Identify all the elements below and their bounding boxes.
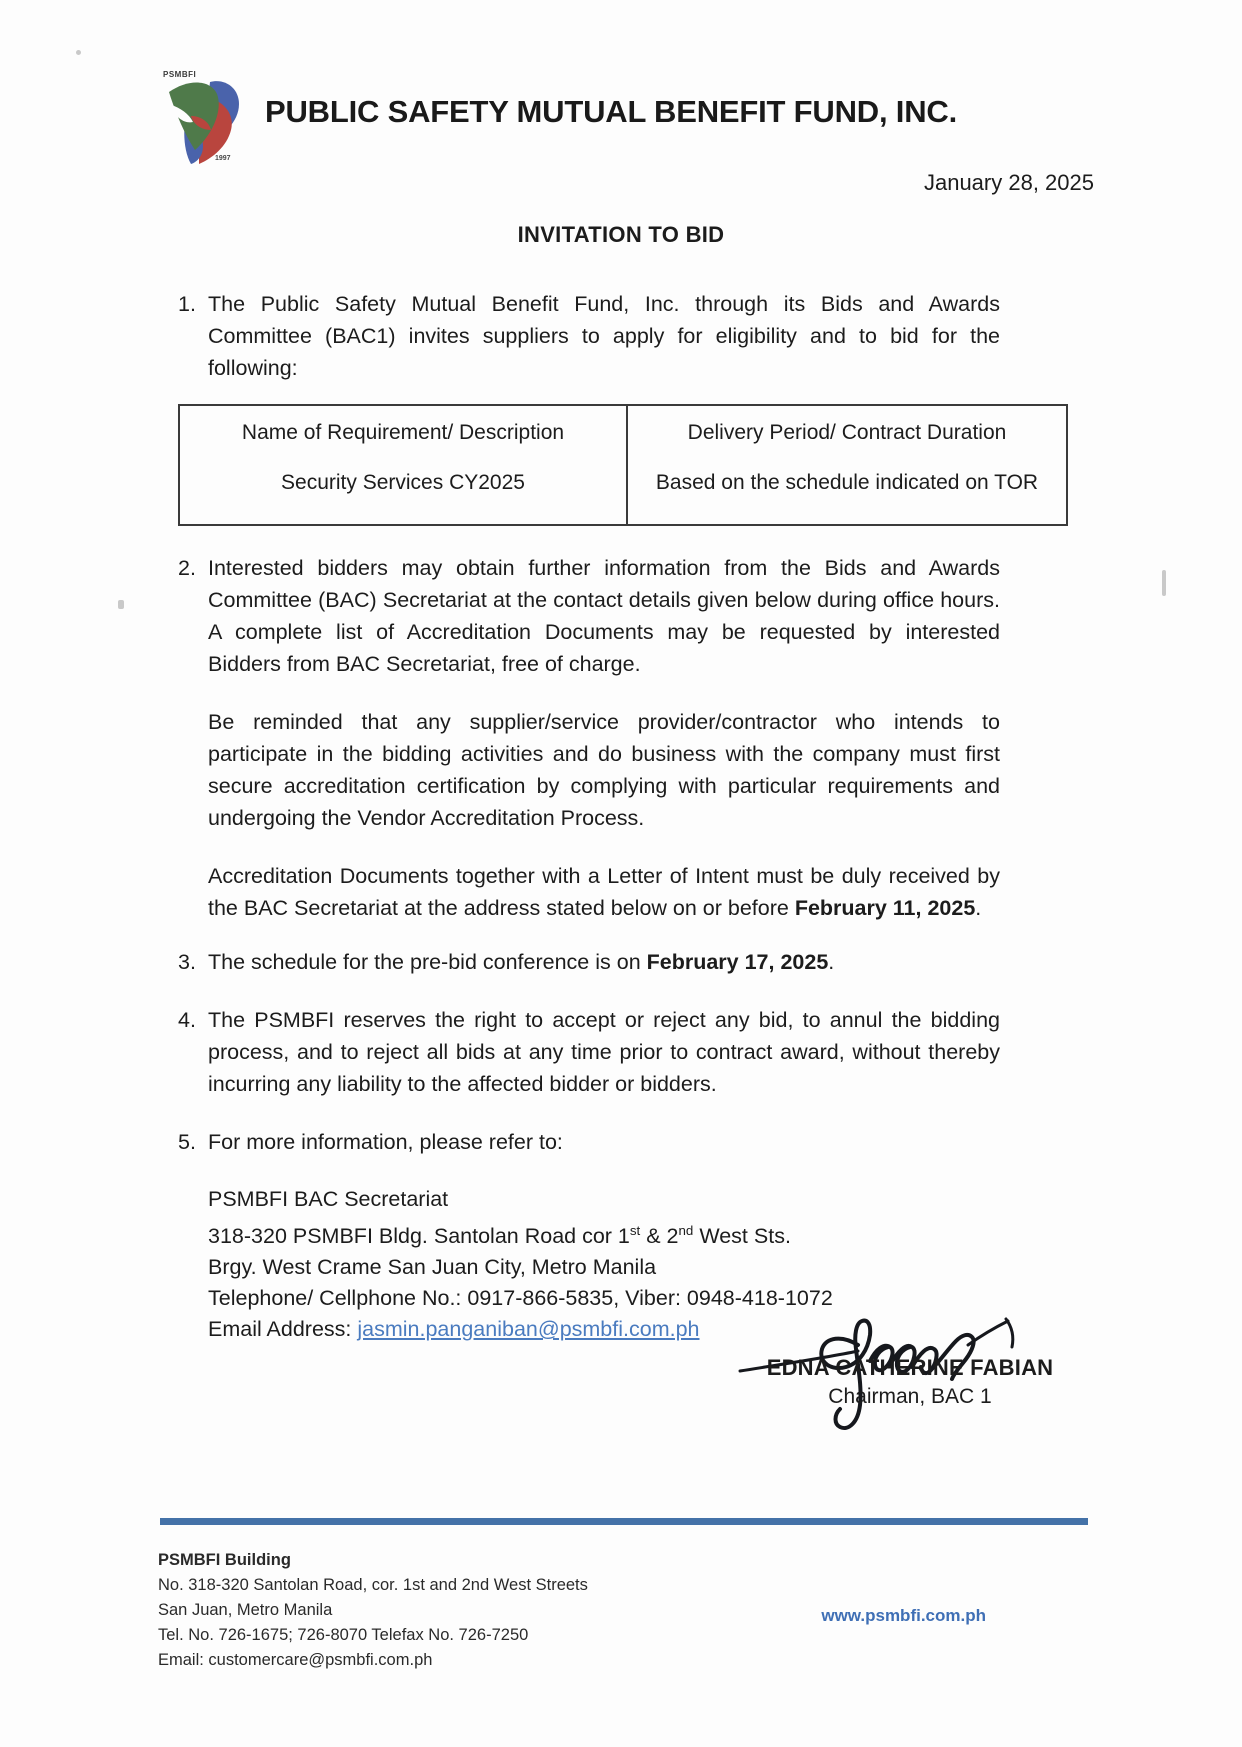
scan-artifact [118,600,124,609]
requirement-table [178,404,1068,526]
footer-email: Email: customercare@psmbfi.com.ph [158,1651,433,1669]
letterhead [155,58,957,166]
list-item-4-number: 4. [178,1008,196,1032]
list-item-2-paragraph-2: Be reminded that any supplier/service provider/contractor who intends to participate in the bidding activities and do business with the company must first secure accreditation certification by complying with particular requirements and undergoing the Vendor Accreditation Process. [208,710,1000,830]
list-item-1 [172,288,1000,384]
footer-address-line-1: No. 318-320 Santolan Road, cor. 1st and 2nd West Streets [158,1576,588,1594]
accreditation-deadline-date: February 11, 2025 [794,896,976,920]
contact-email-label: Email Address: [208,1317,358,1342]
prebid-conference-date: February 17, 2025 [646,950,829,974]
list-item-2-text [208,552,1000,924]
table-header-name-of-requirement: Name of Requirement/ Description [179,405,627,454]
list-item-4-text: The PSMBFI reserves the right to accept or reject any bid, to annul the bidding process, and to reject all bids at any time prior to contract award, without thereby incurring any liability to the affected bidder or bidders. [208,1008,1000,1096]
scan-artifact [1162,570,1166,596]
contact-city: Brgy. West Crame San Juan City, Metro Manila [208,1255,657,1280]
address-part-c: West Sts. [693,1224,791,1249]
list-item-2-paragraph-3 [208,860,1000,924]
contact-email-link[interactable]: jasmin.panganiban@psmbfi.com.ph [357,1317,700,1342]
list-item-5-number: 5. [178,1130,196,1154]
list-item-1-text: The Public Safety Mutual Benefit Fund, Inc. through its Bids and Awards Committee (BAC1) invites suppliers to apply for eligibility and to bid for the following: [208,292,1000,380]
list-item-3 [172,946,1000,978]
contact-phone: Telephone/ Cellphone No.: 0917-866-5835, Viber: 0948-418-1072 [208,1286,833,1311]
contact-secretariat: PSMBFI BAC Secretariat [208,1187,449,1211]
page-footer [158,1548,1098,1673]
logo-mark-label: PSMBFI [163,70,197,79]
list-item-5 [172,1126,1000,1345]
address-ordinal-first: st [629,1223,641,1238]
list-item-4 [172,1004,1000,1100]
table-header-row [179,405,1067,454]
list-item-5-text [208,1126,1000,1345]
prebid-prefix: The schedule for the pre-bid conference is on [208,950,647,974]
deadline-suffix: . [975,896,982,920]
table-row [179,454,1067,525]
footer-building-name: PSMBFI Building [158,1551,291,1569]
footer-address-line-2: San Juan, Metro Manila [158,1601,333,1619]
contact-email-row [208,1314,1000,1345]
signatory-name: EDNA CATHERINE FABIAN [766,1355,1054,1380]
list-item-2-number: 2. [178,556,196,580]
deadline-prefix: Accreditation Documents together with a Letter of Intent must be duly received by the BAC Secretariat at the address stated below on or before [208,864,1000,920]
address-ordinal-second: nd [678,1223,694,1238]
document-date: January 28, 2025 [923,170,1094,195]
document-heading: INVITATION TO BID [517,222,725,247]
table-cell-requirement-name: Security Services CY2025 [179,454,627,525]
organization-title: PUBLIC SAFETY MUTUAL BENEFIT FUND, INC. [265,94,958,129]
contact-street-address [208,1215,1000,1252]
document-body [172,288,1039,1345]
list-item-2-paragraph-1: Interested bidders may obtain further information from the Bids and Awards Committee (BAC) Secretariat at the contact details given below during office hours. A complete list of Accreditation Documents may be requested by interested Bidders from BAC Secretariat, free of charge. [208,556,1000,676]
prebid-suffix: . [828,950,835,974]
scan-artifact [76,50,81,55]
list-item-5-lead: For more information, please refer to: [208,1130,563,1154]
list-item-1-number: 1. [178,292,196,316]
logo-year-label: 1997 [215,155,231,162]
signatory-role: Chairman, BAC 1 [828,1385,992,1408]
address-part-b: & 2 [640,1224,679,1249]
footer-telephone: Tel. No. 726-1675; 726-8070 Telefax No. 726-7250 [158,1626,529,1644]
table-cell-delivery-period: Based on the schedule indicated on TOR [627,454,1067,525]
table-header-delivery-period: Delivery Period/ Contract Duration [627,405,1067,454]
address-part-a: 318-320 PSMBFI Bldg. Santolan Road cor 1 [208,1224,630,1249]
contact-address-block [208,1184,1000,1345]
signature-block [700,1355,1120,1409]
footer-address-block [158,1548,588,1673]
list-item-3-number: 3. [178,950,196,974]
list-item-3-text [208,946,1000,978]
footer-website-link[interactable]: www.psmbfi.com.ph [821,1606,986,1625]
footer-divider [160,1518,1088,1525]
psmbfi-logo-icon [155,58,247,166]
list-item-2 [172,552,1000,924]
